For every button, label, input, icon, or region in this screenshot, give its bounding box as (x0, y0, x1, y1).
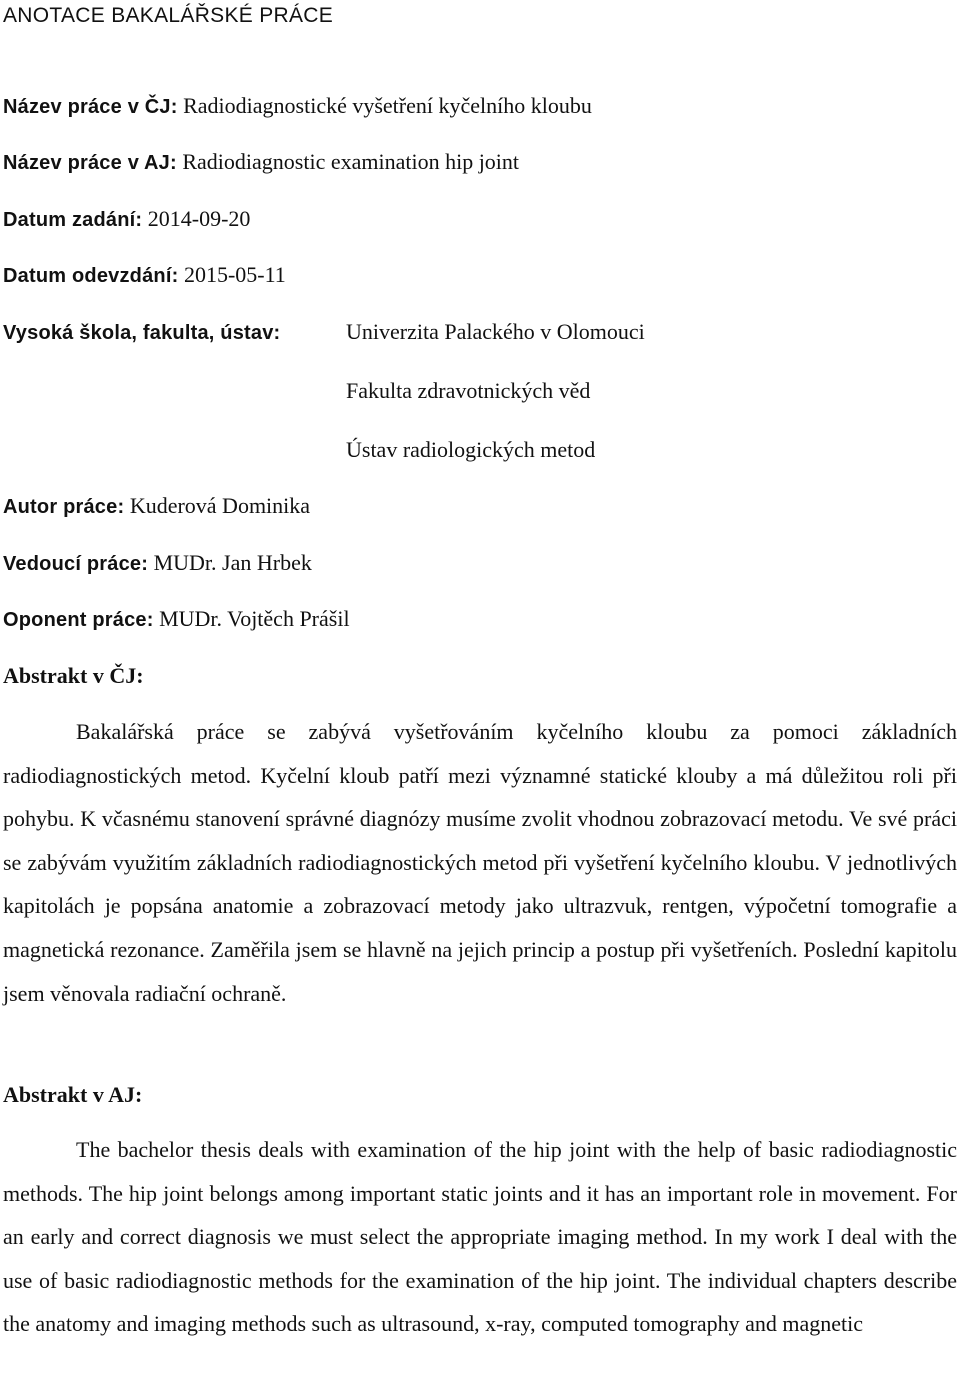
field-institution (3, 317, 280, 348)
field-label: Oponent práce: (3, 609, 154, 631)
field-value: MUDr. Vojtěch Prášil (159, 606, 350, 631)
abstract-en-text: The bachelor thesis deals with examination of the hip joint with the help of basic radiodiagnostic methods. The hip joint belongs among important static joints and it has an important role in movement. For an early and correct diagnosis we must select the appropriate imaging method. In my work I deal with the use of basic radiodiagnostic methods for the examination of the hip joint. The individual chapters describe the anatomy and imaging methods such as ultrasound, x-ray, computed tomography and magnetic (3, 1137, 957, 1337)
abstract-cz-heading: Abstrakt v ČJ: (3, 663, 144, 688)
field-supervisor (3, 548, 312, 579)
field-label: Název práce v ČJ: (3, 96, 178, 118)
abstract-cz-text: Bakalářská práce se zabývá vyšetřováním kyčelního kloubu za pomoci základních radiodiagnostických metod. Kyčelní kloub patří mezi významné statické klouby a má důležitou roli při pohybu. K včasnému stanovení správné diagnózy musíme zvolit vhodnou zobrazovací metodu. Ve své práci se zabývám využitím základních radiodiagnostických metod při vyšetření kyčelního kloubu. V jednotlivých kapitolách je popsána anatomie a zobrazovací metody jako ultrazvuk, rentgen, výpočetní tomografie a magnetická rezonance. Zaměřila jsem se hlavně na jejich princip a postup při vyšetřeních. Poslední kapitolu jsem věnovala radiační ochraně. (3, 719, 957, 1006)
field-value: MUDr. Jan Hrbek (153, 550, 312, 575)
field-opponent (3, 604, 350, 635)
field-value: 2015-05-11 (183, 262, 286, 287)
field-label: Datum odevzdání: (3, 265, 179, 287)
field-value: Radiodiagnostické vyšetření kyčelního kloubu (183, 93, 592, 118)
field-value: Kuderová Dominika (129, 493, 311, 518)
field-title-en (3, 147, 519, 178)
document-heading: ANOTACE BAKALÁŘSKÉ PRÁCE (3, 4, 334, 27)
field-value: 2014-09-20 (147, 206, 251, 231)
field-date-submitted (3, 260, 286, 291)
field-label: Vysoká škola, fakulta, ústav: (3, 322, 281, 344)
institution-university: Univerzita Palackého v Olomouci (346, 319, 645, 344)
field-label: Vedoucí práce: (3, 553, 149, 575)
field-label: Název práce v AJ: (3, 152, 177, 174)
field-author (3, 491, 310, 522)
field-title-cz (3, 91, 592, 122)
field-label: Autor práce: (3, 496, 125, 518)
field-value: Radiodiagnostic examination hip joint (182, 149, 520, 174)
abstract-en-heading: Abstrakt v AJ: (3, 1082, 143, 1107)
field-date-assigned (3, 204, 250, 235)
field-label: Datum zadání: (3, 209, 143, 231)
institution-department: Ústav radiologických metod (346, 437, 596, 462)
institution-faculty: Fakulta zdravotnických věd (346, 378, 591, 403)
